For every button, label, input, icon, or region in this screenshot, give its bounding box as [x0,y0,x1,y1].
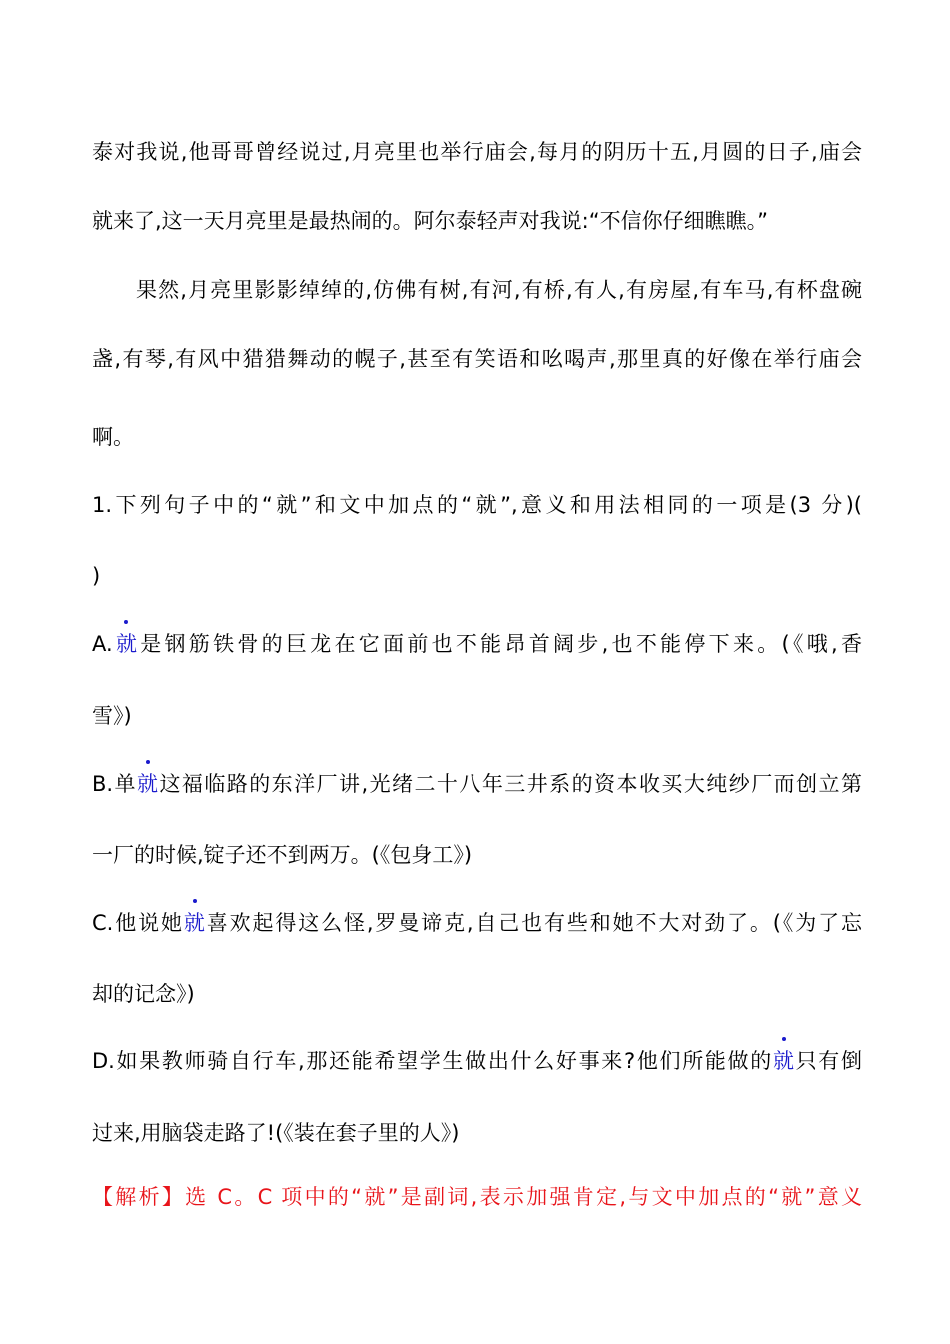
option-a-continued: 雪》) [92,704,132,728]
option-d-continued: 过来,用脑袋走路了!(《装在套子里的人》) [92,1121,460,1145]
option-d-prefix: D.如果教师骑自行车,那还能希望学生做出什么好事来?他们所能做的 [92,1049,773,1073]
passage-line-5: 啊。 [92,425,134,449]
option-d-dotted-word: 就 [772,1049,796,1073]
option-b-prefix: B.单 [92,772,137,796]
passage-line-4: 盏,有琴,有风中猎猎舞动的幌子,甚至有笑语和吆喝声,那里真的好像在举行庙会 [92,347,862,371]
option-b-continued: 一厂的时候,锭子还不到两万。(《包身工》) [92,843,473,867]
question-stem: 1.下列句子中的“就”和文中加点的“就”,意义和用法相同的一项是(3 分)( [92,493,862,517]
passage-line-1: 泰对我说,他哥哥曾经说过,月亮里也举行庙会,每月的阴历十五,月圆的日子,庙会 [92,140,862,164]
option-c-continued: 却的记念》) [92,982,195,1006]
option-d [92,1046,862,1076]
option-b-text: 这福临路的东洋厂讲,光绪二十八年三井系的资本收买大纯纱厂而创立第 [159,772,862,796]
passage-line-2: 就来了,这一天月亮里是最热闹的。阿尔泰轻声对我说:“不信你仔细瞧瞧。” [92,209,769,233]
option-c-text: 喜欢起得这么怪,罗曼谛克,自己也有些和她不大对劲了。(《为了忘 [206,911,862,935]
question-stem-close: ) [92,564,101,588]
option-c-prefix: C.他说她 [92,911,184,935]
option-d-text: 只有倒 [795,1049,862,1073]
option-c-dotted-word: 就 [183,911,207,935]
analysis-text: 【解析】选 C。C 项中的“就”是副词,表示加强肯定,与文中加点的“就”意义 [92,1185,862,1209]
passage-line-3: 果然,月亮里影影绰绰的,仿佛有树,有河,有桥,有人,有房屋,有车马,有杯盘碗 [136,278,862,302]
option-a [92,629,862,659]
option-a-text: 是钢筋铁骨的巨龙在它面前也不能昂首阔步,也不能停下来。(《哦,香 [140,632,862,656]
option-b [92,769,862,799]
option-a-dotted-word: 就 [112,632,141,656]
option-a-prefix: A. [92,632,113,656]
option-c [92,908,862,938]
option-b-dotted-word: 就 [136,772,160,796]
